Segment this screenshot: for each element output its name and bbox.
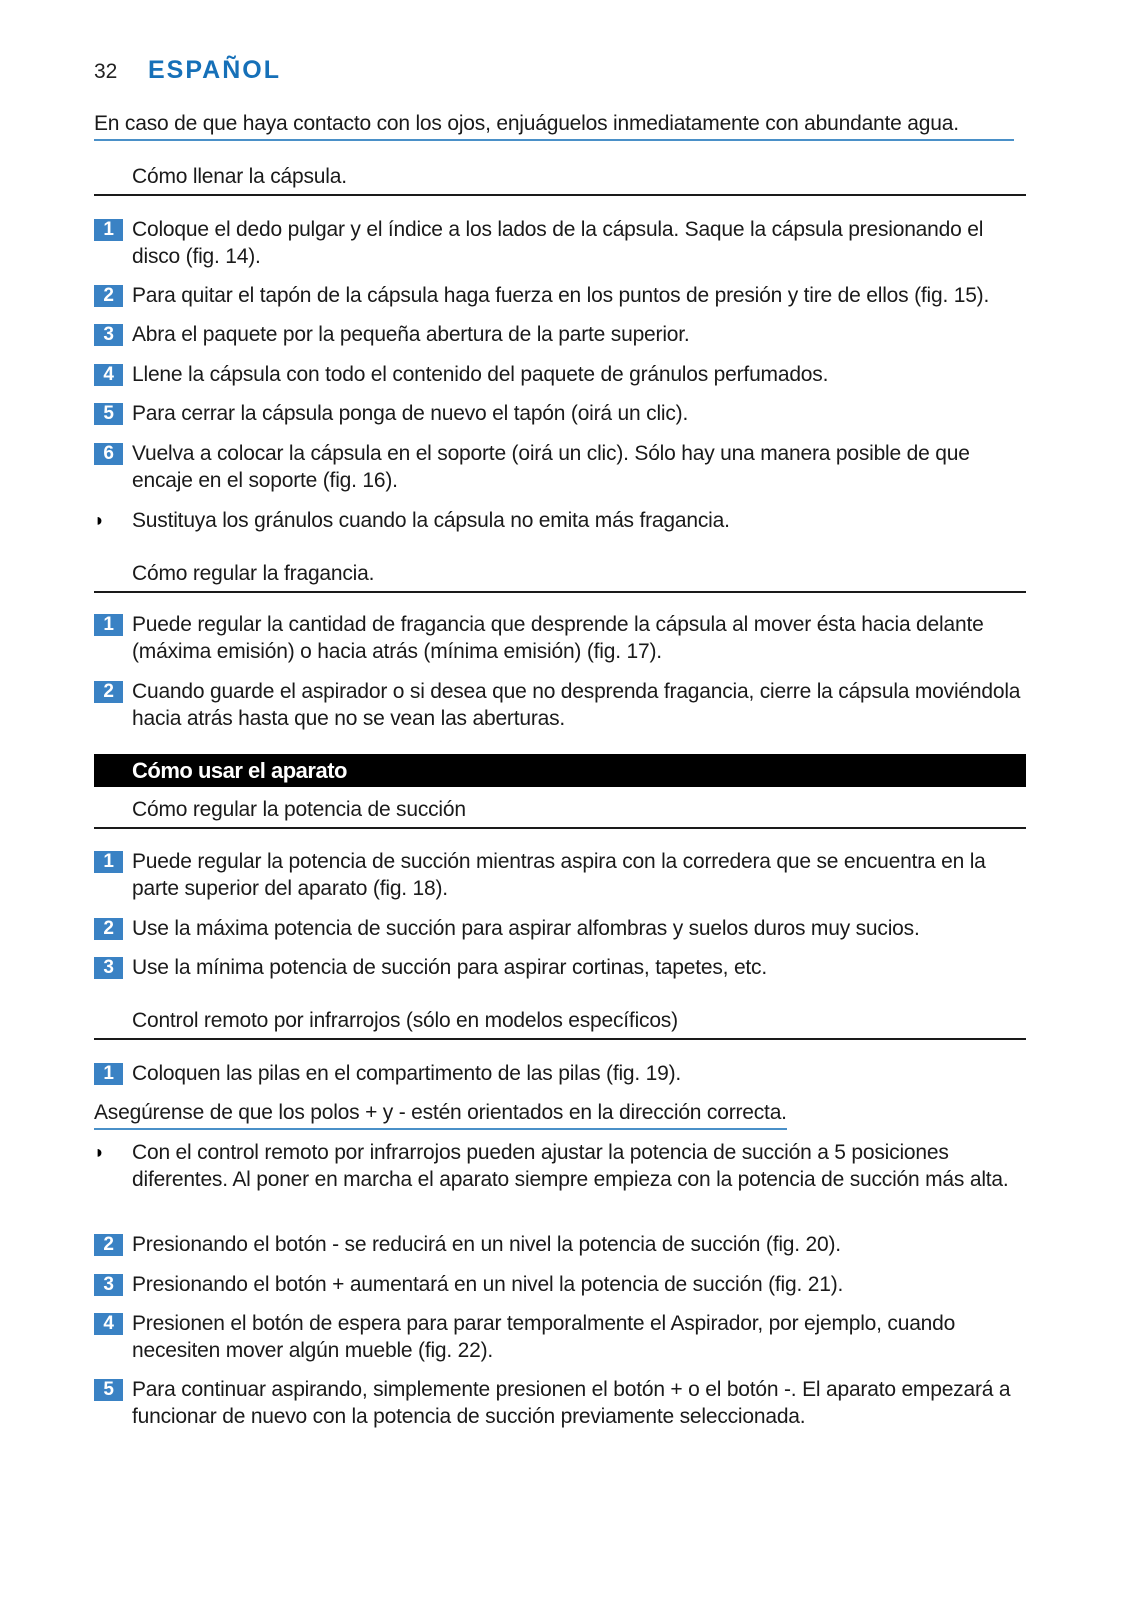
bullet-text: Con el control remoto por infrarrojos pueden ajustar la potencia de succión a 5 posiciones diferentes. Al poner en marcha el aparato siempre empieza con la potencia de succión más alta. xyxy=(132,1141,1009,1191)
step-item xyxy=(94,678,1026,732)
step-number: 3 xyxy=(94,1274,123,1296)
step-item xyxy=(94,1376,1026,1430)
subheading-suction: Cómo regular la potencia de succión xyxy=(94,796,1026,829)
step-number: 2 xyxy=(94,918,123,940)
step-text: Llene la cápsula con todo el contenido del paquete de gránulos perfumados. xyxy=(132,363,829,386)
step-text: Presionen el botón de espera para parar temporalmente el Aspirador, por ejemplo, cuando necesiten mover algún mueble (fig. 22). xyxy=(132,1312,956,1362)
bullet-item xyxy=(94,507,1026,534)
step-number: 2 xyxy=(94,681,123,703)
step-number: 5 xyxy=(94,1379,123,1401)
step-item xyxy=(94,1271,1026,1298)
language-title: ESPAÑOL xyxy=(148,56,281,84)
step-item xyxy=(94,282,1026,309)
subheading-fragrance: Cómo regular la fragancia. xyxy=(94,560,1026,593)
warning-text: Asegúrense de que los polos + y - estén orientados en la dirección correcta. xyxy=(94,1099,787,1130)
step-item xyxy=(94,1231,1026,1258)
step-item xyxy=(94,440,1026,494)
subheading-remote-control: Control remoto por infrarrojos (sólo en modelos específicos) xyxy=(94,1007,1026,1040)
step-number: 2 xyxy=(94,1234,123,1256)
step-text: Presionando el botón - se reducirá en un nivel la potencia de succión (fig. 20). xyxy=(132,1233,841,1256)
step-item xyxy=(94,1310,1026,1364)
step-item xyxy=(94,400,1026,427)
step-number: 4 xyxy=(94,364,123,386)
step-number: 3 xyxy=(94,957,123,979)
warning-text: En caso de que haya contacto con los ojos, enjuáguelos inmediatamente con abundante agua. xyxy=(94,110,1014,141)
step-item xyxy=(94,954,1026,981)
section-heading-bar: Cómo usar el aparato xyxy=(94,754,1026,787)
step-number: 4 xyxy=(94,1313,123,1335)
bullet-item xyxy=(94,1139,1026,1193)
step-text: Use la mínima potencia de succión para aspirar cortinas, tapetes, etc. xyxy=(132,956,767,979)
bullet-icon: ◗ xyxy=(94,1142,105,1162)
step-text: Puede regular la cantidad de fragancia que desprende la cápsula al mover ésta hacia delante (máxima emisión) o hacia atrás (mínima emisión) (fig. 17). xyxy=(132,613,984,663)
step-number: 1 xyxy=(94,851,123,873)
step-item xyxy=(94,1060,1026,1087)
bullet-text: Sustituya los gránulos cuando la cápsula no emita más fragancia. xyxy=(132,509,730,532)
step-text: Coloque el dedo pulgar y el índice a los lados de la cápsula. Saque la cápsula presionando el disco (fig. 14). xyxy=(132,218,984,268)
step-item xyxy=(94,361,1026,388)
step-item xyxy=(94,321,1026,348)
step-text: Presionando el botón + aumentará en un nivel la potencia de succión (fig. 21). xyxy=(132,1273,844,1296)
step-text: Para continuar aspirando, simplemente presionen el botón + o el botón -. El aparato empezará a funcionar de nuevo con la potencia de succión previamente seleccionada. xyxy=(132,1378,1011,1428)
step-text: Use la máxima potencia de succión para aspirar alfombras y suelos duros muy sucios. xyxy=(132,917,920,940)
step-text: Para quitar el tapón de la cápsula haga fuerza en los puntos de presión y tire de ellos (fig. 15). xyxy=(132,284,990,307)
step-number: 1 xyxy=(94,1063,123,1085)
step-item xyxy=(94,216,1026,270)
step-number: 1 xyxy=(94,219,123,241)
step-number: 5 xyxy=(94,403,123,425)
subheading-fill-capsule: Cómo llenar la cápsula. xyxy=(94,163,1026,196)
step-text: Cuando guarde el aspirador o si desea que no desprenda fragancia, cierre la cápsula moviéndola hacia atrás hasta que no se vean las aberturas. xyxy=(132,680,1021,730)
bullet-icon: ◗ xyxy=(94,510,105,530)
step-text: Puede regular la potencia de succión mientras aspira con la corredera que se encuentra en la parte superior del aparato (fig. 18). xyxy=(132,850,986,900)
step-item xyxy=(94,915,1026,942)
step-text: Para cerrar la cápsula ponga de nuevo el tapón (oirá un clic). xyxy=(132,402,689,425)
step-number: 2 xyxy=(94,285,123,307)
step-number: 3 xyxy=(94,324,123,346)
step-item xyxy=(94,611,1026,665)
page-number: 32 xyxy=(94,60,118,83)
step-number: 6 xyxy=(94,443,123,465)
step-item xyxy=(94,848,1026,902)
step-text: Abra el paquete por la pequeña abertura de la parte superior. xyxy=(132,323,690,346)
step-text: Coloquen las pilas en el compartimento de las pilas (fig. 19). xyxy=(132,1062,682,1085)
step-number: 1 xyxy=(94,614,123,636)
step-text: Vuelva a colocar la cápsula en el soporte (oirá un clic). Sólo hay una manera posible de que encaje en el soporte (fig. 16). xyxy=(132,442,970,492)
